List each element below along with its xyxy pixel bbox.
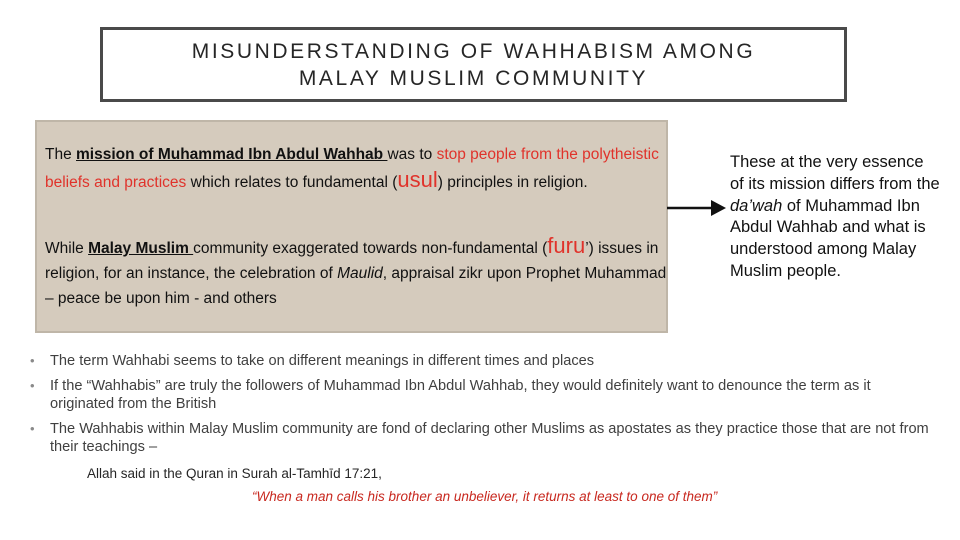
title-line-1: MISUNDERSTANDING OF WAHHABISM AMONG [191, 39, 756, 63]
side-text-3: of Muhammad Ibn Abdul Wahhab and what is understood among Malay Muslim people. [730, 196, 926, 280]
bullet-list [30, 352, 935, 463]
p2-text-5: ’) issues in religion, for an instance, the celebration of [45, 240, 659, 282]
bullet-item [30, 352, 935, 370]
malay-paragraph [45, 233, 667, 311]
p2-text-7: , appraisal zikr upon Prophet Muhammad – peace be upon him - and others [45, 265, 667, 307]
p2-furu-term: furu [547, 233, 586, 258]
bullet-dot: • [30, 353, 35, 368]
p2-text-1: While [45, 240, 89, 257]
title-frame [100, 27, 847, 102]
p1-text-5: which relates to fundamental ( [186, 174, 398, 191]
slide-title [192, 38, 756, 92]
bullet-text: If the “Wahhabis” are truly the followers of Muhammad Ibn Abdul Wahhab, they would definitely want to denounce the term as it originated from the British [50, 378, 871, 412]
bullet-item [30, 420, 935, 456]
bullet-text: The Wahhabis within Malay Muslim community are fond of declaring other Muslims as apostates as they practice those that are not from their teachings – [50, 421, 929, 455]
bullet-dot: • [30, 421, 35, 436]
quran-quote: “When a man calls his brother an unbeliever, it returns at least to one of them” [252, 489, 718, 504]
side-dawah-term: da’wah [730, 196, 783, 215]
mission-paragraph [45, 142, 667, 195]
mission-panel [35, 120, 668, 333]
p1-text-3: was to [387, 146, 437, 163]
p1-underlined-mission: mission of Muhammad Ibn Abdul Wahhab [76, 146, 388, 163]
bullet-dot: • [30, 378, 35, 393]
p1-red-highlight: stop people from the polytheistic beliefs and practices [45, 146, 659, 191]
right-arrow-icon [667, 197, 727, 219]
p1-usul-term: usul [397, 167, 438, 192]
p1-text-1: The [45, 146, 77, 163]
p2-maulid-term: Maulid [337, 265, 383, 282]
bullet-item [30, 377, 935, 413]
bullet-text: The term Wahhabi seems to take on different meanings in different times and places [50, 353, 595, 369]
side-text-1: These at the very essence of its mission differs from the [730, 153, 940, 193]
p2-underlined-malay: Malay Muslim [88, 240, 194, 257]
title-line-2: MALAY MUSLIM COMMUNITY [298, 66, 649, 90]
p2-text-3: community exaggerated towards non-fundamental ( [193, 240, 548, 257]
side-note [730, 152, 940, 283]
p1-text-7: ) principles in religion. [437, 174, 588, 191]
quote-intro: Allah said in the Quran in Surah al-Tamhīd 17:21, [87, 466, 382, 481]
